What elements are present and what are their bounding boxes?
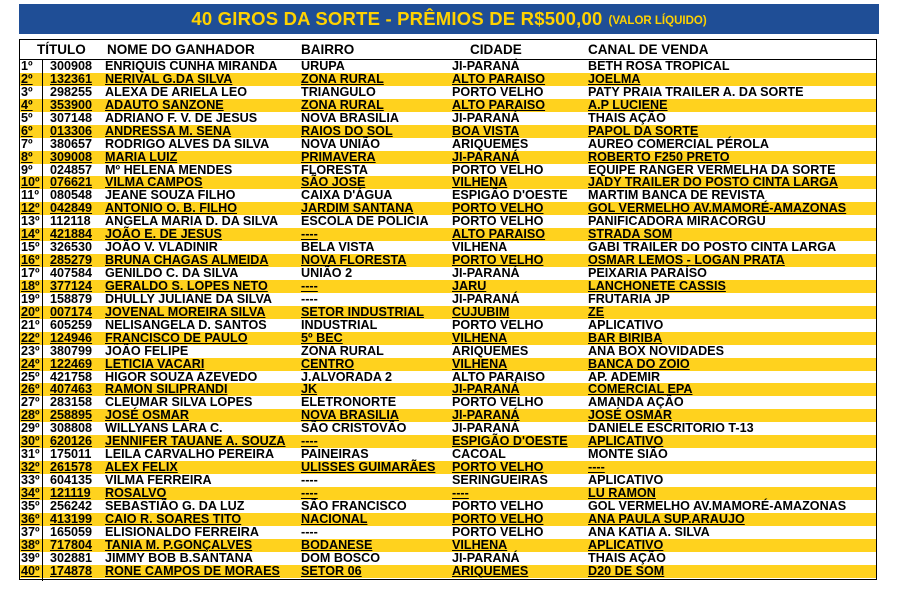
cell-canal: AMANDA AÇÃO — [588, 395, 684, 410]
cell-titulo: 158879 — [50, 291, 93, 306]
cell-canal: BANCA DO ZOIO — [588, 356, 690, 371]
cell-nome: WILLYANS LARA C. — [105, 421, 223, 436]
cell-position: 1º — [21, 59, 33, 73]
cell-position: 26º — [21, 382, 40, 397]
cell-titulo: 080548 — [50, 188, 93, 203]
cell-nome: SEBASTIÃO G. DA LUZ — [105, 498, 245, 513]
cell-position: 5º — [21, 110, 33, 125]
cell-cidade: ALTO PARAISO — [452, 369, 546, 384]
cell-titulo: 121119 — [50, 485, 91, 500]
cell-canal: APLICATIVO — [588, 473, 664, 487]
cell-bairro: ---- — [301, 473, 318, 487]
cell-canal: MARTIM BANCA DE REVISTA — [588, 188, 766, 203]
cell-position: 37º — [21, 524, 40, 539]
cell-cidade: CUJUBIM — [452, 304, 510, 319]
cell-position: 24º — [21, 356, 40, 371]
table-row — [20, 151, 876, 164]
cell-position: 35º — [21, 498, 40, 513]
cell-cidade: PORTO VELHO — [452, 162, 544, 177]
cell-cidade: PORTO VELHO — [452, 84, 544, 99]
cell-nome: JIMMY BOB B.SANTANA — [105, 550, 253, 565]
cell-cidade: ---- — [452, 485, 469, 500]
cell-bairro: INDUSTRIAL — [301, 317, 378, 332]
table-row — [20, 319, 876, 332]
cell-cidade: ALTO PARAISO — [452, 71, 546, 86]
cell-bairro: NOVA BRASILIA — [301, 408, 399, 423]
cell-position: 33º — [21, 473, 40, 487]
title-banner — [19, 4, 879, 34]
cell-nome: ELISIONALDO FERREIRA — [105, 524, 259, 539]
cell-titulo: 604135 — [50, 473, 93, 487]
cell-position: 8º — [21, 149, 33, 164]
cell-bairro: ---- — [301, 485, 318, 500]
cell-position: 38º — [21, 537, 40, 552]
cell-nome: ROSALVO — [105, 485, 167, 500]
cell-nome: ANTONIO O. B. FILHO — [105, 201, 238, 216]
cell-cidade: JI-PARANÁ — [452, 291, 520, 306]
cell-nome: RAMON SILIPRANDI — [105, 382, 228, 397]
cell-nome: RODRIGO ALVES DA SILVA — [105, 136, 270, 151]
cell-bairro: ---- — [301, 278, 318, 293]
cell-position: 36º — [21, 511, 40, 526]
cell-position: 39º — [21, 550, 40, 565]
cell-nome: JEANE SOUZA FILHO — [105, 188, 236, 203]
cell-canal: PEIXARIA PARAÍSO — [588, 266, 707, 280]
cell-position: 10º — [21, 175, 40, 190]
cell-canal: JOELMA — [588, 71, 641, 86]
table-row — [20, 539, 876, 552]
cell-canal: ANA BOX NOVIDADES — [588, 343, 724, 358]
cell-bairro: PRIMAVERA — [301, 149, 376, 164]
table-row — [20, 112, 876, 125]
cell-nome: ADAUTO SANZONE — [105, 97, 224, 112]
cell-nome: DHULLY JULIANE DA SILVA — [105, 291, 273, 306]
cell-bairro: UNIÃO 2 — [301, 266, 353, 280]
cell-cidade: VILHENA — [452, 537, 508, 552]
position-column-divider — [42, 60, 43, 581]
cell-titulo: 620126 — [50, 434, 93, 449]
cell-canal: THAIS AÇÃO — [588, 110, 666, 125]
cell-titulo: 380657 — [50, 136, 93, 151]
cell-position: 12º — [21, 201, 40, 216]
cell-bairro: ELETRONORTE — [301, 395, 397, 410]
cell-nome: NERIVAL G.DA SILVA — [105, 71, 233, 86]
table-row — [20, 500, 876, 513]
cell-cidade: JI-PARANÁ — [452, 421, 520, 436]
cell-titulo: 717804 — [50, 537, 93, 552]
cell-canal: PATY PRAIA TRAILER A. DA SORTE — [588, 84, 804, 99]
cell-cidade: CACOAL — [452, 447, 506, 462]
header-canal: CANAL DE VENDA — [588, 42, 709, 57]
cell-bairro: URUPA — [301, 59, 345, 73]
cell-position: 11º — [21, 188, 39, 203]
cell-canal: AUREO COMERCIAL PÉROLA — [588, 136, 769, 151]
cell-nome: JOÃO FELIPE — [105, 343, 189, 358]
cell-canal: STRADA SOM — [588, 227, 673, 242]
cell-cidade: JI-PARANÁ — [452, 149, 520, 164]
cell-titulo: 380799 — [50, 343, 93, 358]
table-row — [20, 280, 876, 293]
cell-position: 9º — [21, 162, 33, 177]
cell-canal: AP. ADEMIR — [588, 369, 661, 384]
cell-titulo: 300908 — [50, 59, 93, 73]
cell-nome: ALEXA DE ARIELA LEO — [105, 84, 248, 99]
cell-nome: ANGELA MARIA D. DA SILVA — [105, 214, 279, 229]
cell-titulo: 377124 — [50, 278, 93, 293]
cell-cidade: JI-PARANÁ — [452, 110, 520, 125]
cell-nome: TANIA M. P.GONÇALVES — [105, 537, 253, 552]
banner-title: 40 GIROS DA SORTE - PRÊMIOS DE R$500,00 — [191, 8, 603, 29]
cell-cidade: ALTO PARAISO — [452, 97, 546, 112]
table-row — [20, 345, 876, 358]
cell-bairro: BELA VISTA — [301, 240, 375, 255]
cell-nome: MARIA LUIZ — [105, 149, 178, 164]
cell-nome: NELISANGELA D. SANTOS — [105, 317, 267, 332]
cell-bairro: ---- — [301, 227, 318, 242]
cell-position: 13º — [21, 214, 40, 229]
cell-bairro: SÃO JOSE — [301, 175, 366, 190]
cell-cidade: VILHENA — [452, 356, 508, 371]
header-bairro: BAIRRO — [301, 42, 355, 57]
cell-nome: JOÃO E. DE JESUS — [105, 227, 222, 242]
cell-nome: LETICIA VACARI — [105, 356, 205, 371]
cell-position: 28º — [21, 408, 40, 423]
cell-cidade: JI-PARANÁ — [452, 550, 520, 565]
cell-bairro: CENTRO — [301, 356, 355, 371]
cell-position: 16º — [21, 253, 40, 268]
cell-bairro: SÃO CRISTOVÃO — [301, 421, 407, 436]
cell-titulo: 112118 — [50, 214, 91, 229]
cell-nome: CLEUMAR SILVA LOPES — [105, 395, 253, 410]
winners-table — [19, 39, 877, 580]
cell-bairro: SÃO FRANCISCO — [301, 498, 407, 513]
cell-nome: JOSÉ OSMAR — [105, 408, 189, 423]
table-row — [20, 86, 876, 99]
cell-cidade: ALTO PARAISO — [452, 227, 546, 242]
cell-cidade: VILHENA — [452, 330, 508, 345]
cell-canal: DANIELE ESCRITORIO T-13 — [588, 421, 754, 436]
cell-nome: FRANCISCO DE PAULO — [105, 330, 248, 345]
cell-position: 29º — [21, 421, 40, 436]
cell-position: 15º — [21, 240, 40, 255]
cell-cidade: JI-PARANÁ — [452, 266, 520, 280]
cell-nome: GENILDO C. DA SILVA — [105, 266, 239, 280]
cell-canal: LANCHONETE CASSIS — [588, 278, 726, 293]
cell-bairro: ESCOLA DE POLICIA — [301, 214, 429, 229]
cell-position: 23º — [21, 343, 40, 358]
cell-titulo: 407463 — [50, 382, 93, 397]
cell-nome: BRUNA CHAGAS ALMEIDA — [105, 253, 269, 268]
cell-cidade: JI-PARANÁ — [452, 59, 520, 73]
cell-cidade: PORTO VELHO — [452, 214, 544, 229]
cell-position: 14º — [21, 227, 40, 242]
table-body — [20, 60, 876, 578]
cell-cidade: ARIQUEMES — [452, 343, 529, 358]
cell-cidade: ESPIGÃO D'OESTE — [452, 434, 568, 449]
cell-titulo: 413199 — [50, 511, 93, 526]
cell-titulo: 122469 — [50, 356, 93, 371]
cell-bairro: TRIANGULO — [301, 84, 376, 99]
table-row — [20, 293, 876, 306]
cell-bairro: J.ALVORADA 2 — [301, 369, 392, 384]
cell-bairro: NOVA UNIÃO — [301, 136, 381, 151]
cell-bairro: ZONA RURAL — [301, 71, 384, 86]
cell-position: 18º — [21, 278, 40, 293]
header-titulo: TÍTULO — [37, 42, 86, 57]
cell-position: 3º — [21, 84, 33, 99]
cell-position: 34º — [21, 485, 40, 500]
cell-cidade: SERINGUEIRAS — [452, 473, 548, 487]
cell-position: 25º — [21, 369, 40, 384]
cell-cidade: ESPIGÃO D'OESTE — [452, 188, 568, 203]
cell-cidade: JARU — [452, 278, 487, 293]
cell-canal: PANIFICADORA MIRACORGU — [588, 214, 766, 229]
table-header — [20, 40, 876, 59]
cell-titulo: 309008 — [50, 149, 93, 164]
cell-canal: ANA PAULA SUP.ARAUJO — [588, 511, 745, 526]
cell-canal: APLICATIVO — [588, 434, 664, 449]
cell-position: 17º — [21, 266, 40, 280]
cell-bairro: ---- — [301, 434, 318, 449]
cell-position: 7º — [21, 136, 33, 151]
table-row — [20, 474, 876, 487]
cell-canal: APLICATIVO — [588, 537, 664, 552]
cell-bairro: SETOR INDUSTRIAL — [301, 304, 424, 319]
table-row — [20, 306, 876, 319]
cell-cidade: PORTO VELHO — [452, 524, 544, 539]
header-nome: NOME DO GANHADOR — [107, 42, 255, 57]
cell-position: 32º — [21, 460, 40, 475]
cell-canal: COMERCIAL EPA — [588, 382, 693, 397]
cell-bairro: FLORESTA — [301, 162, 368, 177]
cell-canal: BAR BIRIBA — [588, 330, 663, 345]
cell-position: 6º — [21, 123, 33, 138]
cell-cidade: BOA VISTA — [452, 123, 520, 138]
cell-titulo: 307148 — [50, 110, 93, 125]
cell-titulo: 258895 — [50, 408, 93, 423]
cell-canal: ZE — [588, 304, 605, 319]
cell-titulo: 283158 — [50, 395, 93, 410]
table-row — [20, 138, 876, 151]
cell-position: 31º — [21, 447, 40, 462]
cell-canal: BETH ROSA TROPICAL — [588, 59, 730, 73]
cell-nome: JOÃO V. VLADINIR — [105, 240, 218, 255]
cell-nome: JENNIFER TAUANE A. SOUZA — [105, 434, 286, 449]
cell-cidade: PORTO VELHO — [452, 498, 544, 513]
cell-nome: VILMA CAMPOS — [105, 175, 203, 190]
cell-nome: VILMA FERREIRA — [105, 473, 212, 487]
cell-canal: APLICATIVO — [588, 317, 664, 332]
cell-canal: OSMAR LEMOS - LOGAN PRATA — [588, 253, 785, 268]
cell-nome: ADRIANO F. V. DE JESUS — [105, 110, 258, 125]
table-row — [20, 125, 876, 138]
cell-titulo: 261578 — [50, 460, 93, 475]
banner-subtitle: (VALOR LÍQUIDO) — [608, 15, 707, 27]
cell-canal: JADY TRAILER DO POSTO CINTA LARGA — [588, 175, 839, 190]
cell-titulo: 042849 — [50, 201, 93, 216]
cell-bairro: DOM BOSCO — [301, 550, 381, 565]
cell-canal: D20 DE SOM — [588, 563, 665, 578]
cell-titulo: 076621 — [50, 175, 93, 190]
table-row — [20, 267, 876, 280]
cell-cidade: JI-PARANÁ — [452, 408, 520, 423]
cell-titulo: 165059 — [50, 524, 93, 539]
cell-canal: GABI TRAILER DO POSTO CINTA LARGA — [588, 240, 837, 255]
cell-position: 21º — [21, 317, 40, 332]
cell-cidade: PORTO VELHO — [452, 253, 544, 268]
cell-titulo: 256242 — [50, 498, 93, 513]
cell-canal: GOL VERMELHO AV.MAMORÉ-AMAZONAS — [588, 201, 847, 216]
table-row — [20, 99, 876, 112]
cell-nome: CAIO R. SOARES TITO — [105, 511, 242, 526]
cell-titulo: 007174 — [50, 304, 93, 319]
cell-titulo: 326530 — [50, 240, 93, 255]
cell-bairro: ZONA RURAL — [301, 97, 384, 112]
table-row — [20, 358, 876, 371]
cell-cidade: JI-PARANÁ — [452, 382, 520, 397]
cell-nome: RONE CAMPOS DE MORAES — [105, 563, 280, 578]
cell-bairro: 5º BEC — [301, 330, 343, 345]
cell-canal: A.P LUCIENE — [588, 97, 668, 112]
cell-cidade: ARIQUEMES — [452, 136, 529, 151]
cell-bairro: BODANESE — [301, 537, 373, 552]
cell-titulo: 308808 — [50, 421, 93, 436]
table-row — [20, 73, 876, 86]
cell-cidade: PORTO VELHO — [452, 201, 544, 216]
cell-bairro: JK — [301, 382, 318, 397]
cell-position: 30º — [21, 434, 40, 449]
cell-titulo: 421758 — [50, 369, 93, 384]
cell-titulo: 302881 — [50, 550, 93, 565]
cell-titulo: 174878 — [50, 563, 93, 578]
cell-bairro: ZONA RURAL — [301, 343, 384, 358]
cell-nome: LEILA CARVALHO PEREIRA — [105, 447, 275, 462]
cell-titulo: 024857 — [50, 162, 93, 177]
cell-canal: MONTE SIÃO — [588, 447, 668, 462]
cell-titulo: 353900 — [50, 97, 93, 112]
cell-canal: JOSÉ OSMAR — [588, 408, 672, 423]
cell-cidade: ARIQUEMES — [452, 563, 529, 578]
cell-bairro: NOVA FLORESTA — [301, 253, 407, 268]
cell-position: 20º — [21, 304, 40, 319]
table-row — [20, 487, 876, 500]
cell-position: 22º — [21, 330, 40, 345]
cell-bairro: ---- — [301, 291, 318, 306]
cell-canal: EQUIPE RANGER VERMELHA DA SORTE — [588, 162, 836, 177]
cell-titulo: 175011 — [50, 447, 92, 462]
cell-canal: FRUTARIA JP — [588, 291, 670, 306]
cell-nome: GERALDO S. LOPES NETO — [105, 278, 268, 293]
table-row — [20, 513, 876, 526]
cell-cidade: VILHENA — [452, 240, 508, 255]
cell-position: 19º — [21, 291, 40, 306]
cell-titulo: 298255 — [50, 84, 93, 99]
cell-bairro: JARDIM SANTANA — [301, 201, 414, 216]
cell-bairro: NACIONAL — [301, 511, 368, 526]
cell-bairro: ULISSES GUIMARÃES — [301, 460, 436, 475]
cell-titulo: 124946 — [50, 330, 93, 345]
cell-bairro: ---- — [301, 524, 318, 539]
cell-nome: ANDRESSA M. SENA — [105, 123, 232, 138]
cell-canal: PAPOL DA SORTE — [588, 123, 699, 138]
cell-bairro: RAIOS DO SOL — [301, 123, 393, 138]
cell-nome: Mº HELENA MENDES — [105, 162, 233, 177]
table-row — [20, 526, 876, 539]
cell-nome: JOVENAL MOREIRA SILVA — [105, 304, 266, 319]
cell-nome: HIGOR SOUZA AZEVEDO — [105, 369, 258, 384]
cell-cidade: VILHENA — [452, 175, 508, 190]
header-cidade: CIDADE — [470, 42, 522, 57]
cell-canal: GOL VERMELHO AV.MAMORÉ-AMAZONAS — [588, 498, 847, 513]
cell-position: 27º — [21, 395, 40, 410]
cell-bairro: NOVA BRASILIA — [301, 110, 399, 125]
cell-canal: ---- — [588, 460, 605, 475]
cell-nome: ALEX FELIX — [105, 460, 178, 475]
cell-bairro: SETOR 06 — [301, 563, 362, 578]
cell-canal: THAIS AÇÃO — [588, 550, 666, 565]
cell-titulo: 605259 — [50, 317, 93, 332]
cell-cidade: PORTO VELHO — [452, 317, 544, 332]
cell-canal: ROBERTO F250 PRETO — [588, 149, 730, 164]
cell-titulo: 285279 — [50, 253, 93, 268]
cell-canal: LU RAMON — [588, 485, 656, 500]
cell-nome: ENRIQUIS CUNHA MIRANDA — [105, 59, 278, 73]
cell-cidade: PORTO VELHO — [452, 460, 544, 475]
cell-titulo: 132361 — [50, 71, 93, 86]
cell-titulo: 013306 — [50, 123, 93, 138]
cell-titulo: 421884 — [50, 227, 93, 242]
cell-position: 4º — [21, 97, 33, 112]
cell-cidade: PORTO VELHO — [452, 395, 544, 410]
table-row — [20, 332, 876, 345]
table-row — [20, 565, 876, 578]
cell-bairro: CAIXA D'ÁGUA — [301, 188, 393, 203]
table-row — [20, 60, 876, 73]
cell-position: 40º — [21, 563, 40, 578]
cell-position: 2º — [21, 71, 33, 86]
cell-canal: ANA KATIA A. SILVA — [588, 524, 710, 539]
cell-bairro: PAINEIRAS — [301, 447, 369, 462]
table-row — [20, 552, 876, 565]
cell-cidade: PORTO VELHO — [452, 511, 544, 526]
cell-titulo: 407584 — [50, 266, 93, 280]
